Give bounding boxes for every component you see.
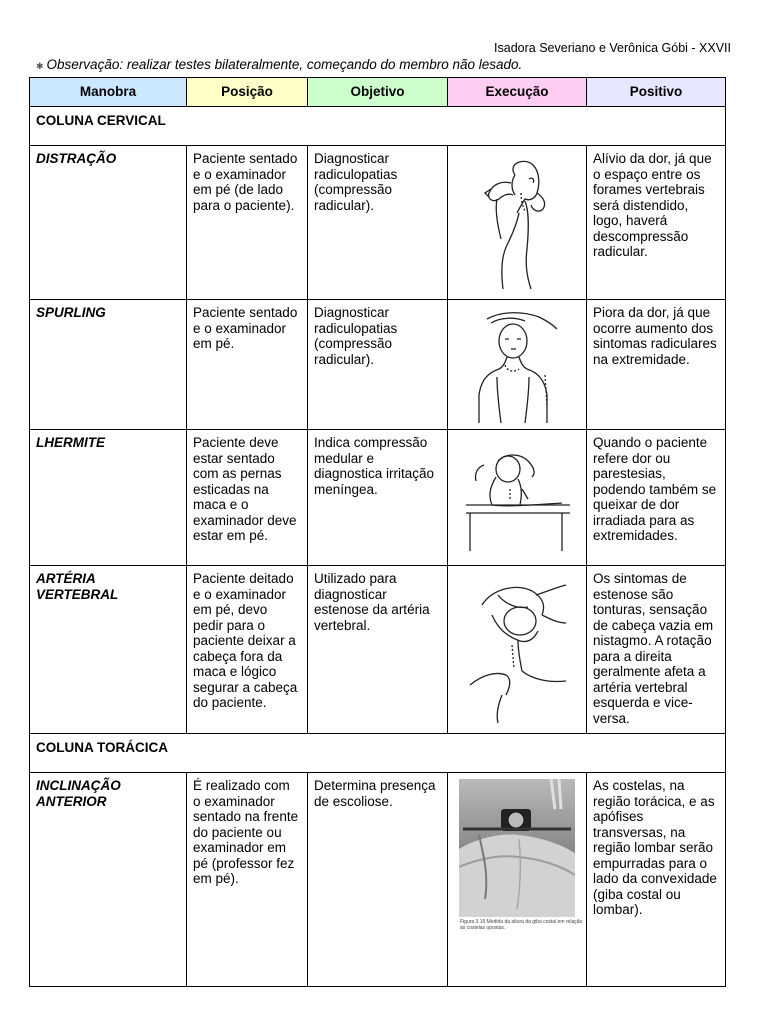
observation-note bbox=[36, 57, 522, 72]
vertebral-artery-illustration bbox=[462, 575, 572, 725]
col-header-manobra: Manobra bbox=[30, 78, 187, 107]
position-cell: Paciente sentado e o examinador em pé. bbox=[187, 300, 308, 430]
asterisk-icon: ✱ bbox=[36, 61, 44, 71]
objective-cell: Utilizado para diagnosticar estenose da artéria vertebral. bbox=[308, 566, 448, 734]
lhermite-illustration bbox=[462, 443, 572, 553]
position-cell: Paciente deve estar sentado com as pernas esticadas na maca e o examinador deve estar em pé. bbox=[187, 430, 308, 566]
spurling-illustration bbox=[467, 305, 567, 425]
position-cell: Paciente sentado e o examinador em pé (de lado para o paciente). bbox=[187, 146, 308, 300]
figure-caption: Figura 3.16 Medida da altura da giba costal em relação às costelas opostas. bbox=[460, 919, 583, 931]
forward-bend-photo bbox=[459, 779, 575, 917]
author-line: Isadora Severiano e Verônica Góbi - XXVII bbox=[494, 41, 731, 55]
section-row bbox=[30, 107, 726, 146]
maneuver-name: DISTRAÇÃO bbox=[30, 146, 187, 300]
col-header-execucao: Execução bbox=[448, 78, 587, 107]
maneuver-name: INCLINAÇÃO ANTERIOR bbox=[30, 773, 187, 987]
positive-cell: Os sintomas de estenose são tonturas, sensação de cabeça vazia em nistagmo. A rotação para a direita geralmente afeta a artéria vertebral esquerda e vice-versa. bbox=[587, 566, 726, 734]
table-row bbox=[30, 430, 726, 566]
position-cell: Paciente deitado e o examinador em pé, devo pedir para o paciente deixar a cabeça fora da maca e lógico segurar a cabeça do paciente. bbox=[187, 566, 308, 734]
objective-cell: Diagnosticar radiculopatias (compressão radicular). bbox=[308, 300, 448, 430]
positive-cell: As costelas, na região torácica, e as apófises transversas, na região lombar serão empurradas para o lado da convexidade (giba costal ou lombar). bbox=[587, 773, 726, 987]
positive-cell: Alívio da dor, já que o espaço entre os forames vertebrais será distendido, logo, haverá descompressão radicular. bbox=[587, 146, 726, 300]
objective-cell: Determina presença de escoliose. bbox=[308, 773, 448, 987]
execution-cell bbox=[448, 773, 587, 987]
positive-cell: Quando o paciente refere dor ou parestesias, podendo também se queixar de dor irradiada para as extremidades. bbox=[587, 430, 726, 566]
table-row bbox=[30, 566, 726, 734]
objective-cell: Indica compressão medular e diagnostica irritação meníngea. bbox=[308, 430, 448, 566]
objective-cell: Diagnosticar radiculopatias (compressão radicular). bbox=[308, 146, 448, 300]
execution-cell bbox=[448, 566, 587, 734]
table-row bbox=[30, 146, 726, 300]
table-row bbox=[30, 300, 726, 430]
execution-cell bbox=[448, 300, 587, 430]
col-header-objetivo: Objetivo bbox=[308, 78, 448, 107]
distraction-illustration bbox=[467, 153, 567, 293]
execution-cell bbox=[448, 146, 587, 300]
observation-text: Observação: realizar testes bilateralmente, começando do membro não lesado. bbox=[46, 57, 523, 72]
section-row bbox=[30, 734, 726, 773]
col-header-posicao: Posição bbox=[187, 78, 308, 107]
table-row bbox=[30, 773, 726, 987]
positive-cell: Piora da dor, já que ocorre aumento dos sintomas radiculares na extremidade. bbox=[587, 300, 726, 430]
position-cell: É realizado com o examinador sentado na frente do paciente ou examinador em pé (professor fez em pé). bbox=[187, 773, 308, 987]
maneuver-name: LHERMITE bbox=[30, 430, 187, 566]
section-title: COLUNA TORÁCICA bbox=[30, 734, 726, 773]
maneuver-name: ARTÉRIA VERTEBRAL bbox=[30, 566, 187, 734]
col-header-positivo: Positivo bbox=[587, 78, 726, 107]
maneuver-table bbox=[29, 77, 726, 987]
section-title: COLUNA CERVICAL bbox=[30, 107, 726, 146]
execution-cell bbox=[448, 430, 587, 566]
table-header-row bbox=[30, 78, 726, 107]
maneuver-name: SPURLING bbox=[30, 300, 187, 430]
